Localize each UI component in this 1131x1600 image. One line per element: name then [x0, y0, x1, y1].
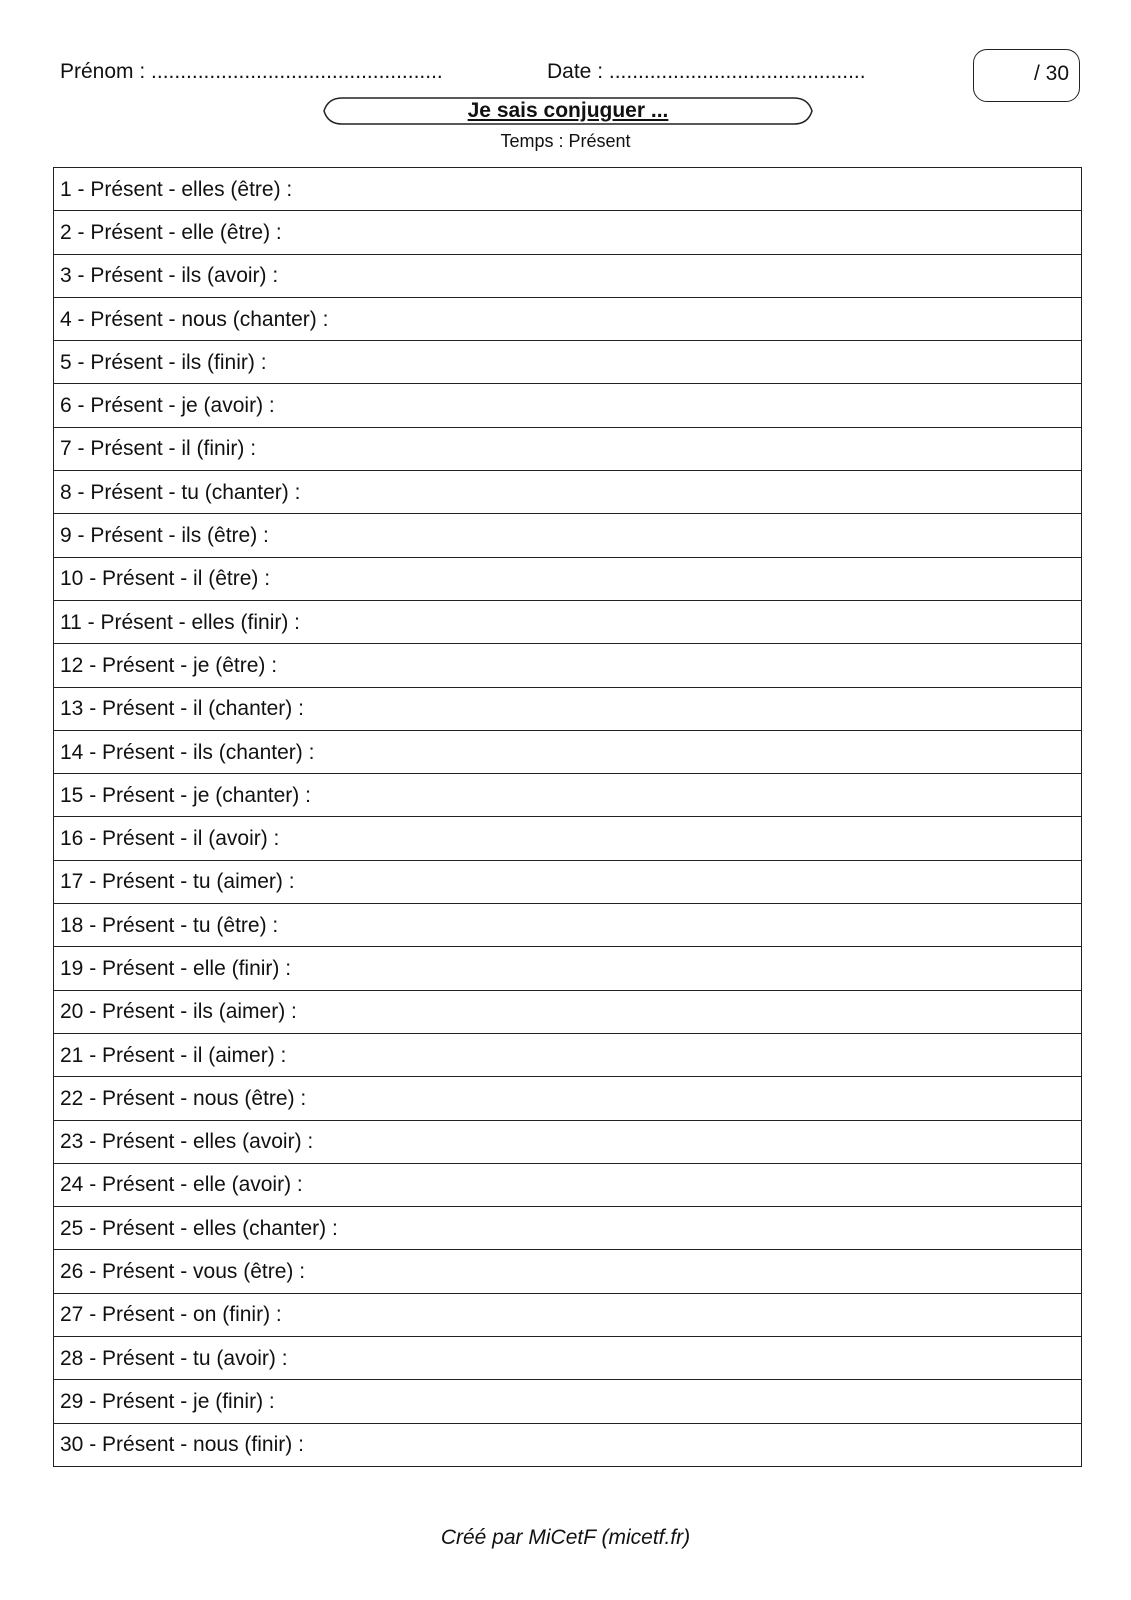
exercise-prompt[interactable]: 1 - Présent - elles (être) : [54, 168, 1082, 211]
page-title: Je sais conjuguer ... [467, 99, 669, 122]
exercise-prompt[interactable]: 10 - Présent - il (être) : [54, 557, 1082, 600]
exercise-prompt[interactable]: 14 - Présent - ils (chanter) : [54, 730, 1082, 773]
exercise-row [54, 904, 1082, 947]
exercise-row [54, 1250, 1082, 1293]
exercise-prompt[interactable]: 5 - Présent - ils (finir) : [54, 341, 1082, 384]
exercise-row [54, 687, 1082, 730]
exercise-table [53, 167, 1082, 1467]
exercise-prompt[interactable]: 27 - Présent - on (finir) : [54, 1293, 1082, 1336]
exercise-prompt[interactable]: 26 - Présent - vous (être) : [54, 1250, 1082, 1293]
exercise-row [54, 774, 1082, 817]
exercise-row [54, 1077, 1082, 1120]
exercise-row [54, 168, 1082, 211]
exercise-row [54, 1423, 1082, 1466]
exercise-prompt[interactable]: 19 - Présent - elle (finir) : [54, 947, 1082, 990]
exercise-row [54, 254, 1082, 297]
exercise-prompt[interactable]: 23 - Présent - elles (avoir) : [54, 1120, 1082, 1163]
exercise-row [54, 211, 1082, 254]
exercise-row [54, 341, 1082, 384]
footer-credit: Créé par MiCetF (micetf.fr) [440, 1526, 691, 1549]
exercise-row [54, 514, 1082, 557]
exercise-row [54, 1163, 1082, 1206]
exercise-prompt[interactable]: 3 - Présent - ils (avoir) : [54, 254, 1082, 297]
exercise-prompt[interactable]: 21 - Présent - il (aimer) : [54, 1033, 1082, 1076]
exercise-row [54, 1337, 1082, 1380]
exercise-row [54, 471, 1082, 514]
exercise-prompt[interactable]: 25 - Présent - elles (chanter) : [54, 1207, 1082, 1250]
exercise-prompt[interactable]: 30 - Présent - nous (finir) : [54, 1423, 1082, 1466]
exercise-row [54, 427, 1082, 470]
exercise-prompt[interactable]: 28 - Présent - tu (avoir) : [54, 1337, 1082, 1380]
exercise-row [54, 730, 1082, 773]
page-subtitle: Temps : Présent [500, 131, 631, 151]
score-box [973, 49, 1080, 102]
exercise-prompt[interactable]: 22 - Présent - nous (être) : [54, 1077, 1082, 1120]
exercise-prompt[interactable]: 7 - Présent - il (finir) : [54, 427, 1082, 470]
exercise-row [54, 644, 1082, 687]
title-banner [322, 96, 814, 126]
exercise-row [54, 384, 1082, 427]
exercise-row [54, 1033, 1082, 1076]
exercise-prompt[interactable]: 12 - Présent - je (être) : [54, 644, 1082, 687]
exercise-row [54, 990, 1082, 1033]
exercise-prompt[interactable]: 15 - Présent - je (chanter) : [54, 774, 1082, 817]
exercise-prompt[interactable]: 8 - Présent - tu (chanter) : [54, 471, 1082, 514]
exercise-prompt[interactable]: 11 - Présent - elles (finir) : [54, 600, 1082, 643]
exercise-row [54, 817, 1082, 860]
exercise-row [54, 860, 1082, 903]
exercise-prompt[interactable]: 9 - Présent - ils (être) : [54, 514, 1082, 557]
exercise-row [54, 1207, 1082, 1250]
score-total: / 30 [1033, 62, 1069, 85]
exercise-prompt[interactable]: 20 - Présent - ils (aimer) : [54, 990, 1082, 1033]
exercise-prompt[interactable]: 16 - Présent - il (avoir) : [54, 817, 1082, 860]
exercise-row [54, 557, 1082, 600]
exercise-prompt[interactable]: 29 - Présent - je (finir) : [54, 1380, 1082, 1423]
exercise-prompt[interactable]: 17 - Présent - tu (aimer) : [54, 860, 1082, 903]
prenom-field: Prénom : .................................................. [60, 60, 443, 83]
date-field: Date : ............................................ [547, 60, 866, 83]
exercise-row [54, 1120, 1082, 1163]
exercise-prompt[interactable]: 2 - Présent - elle (être) : [54, 211, 1082, 254]
exercise-prompt[interactable]: 13 - Présent - il (chanter) : [54, 687, 1082, 730]
exercise-row [54, 1293, 1082, 1336]
exercise-row [54, 600, 1082, 643]
exercise-row [54, 947, 1082, 990]
exercise-prompt[interactable]: 6 - Présent - je (avoir) : [54, 384, 1082, 427]
exercise-row [54, 1380, 1082, 1423]
exercise-prompt[interactable]: 18 - Présent - tu (être) : [54, 904, 1082, 947]
exercise-prompt[interactable]: 4 - Présent - nous (chanter) : [54, 297, 1082, 340]
exercise-row [54, 297, 1082, 340]
exercise-prompt[interactable]: 24 - Présent - elle (avoir) : [54, 1163, 1082, 1206]
